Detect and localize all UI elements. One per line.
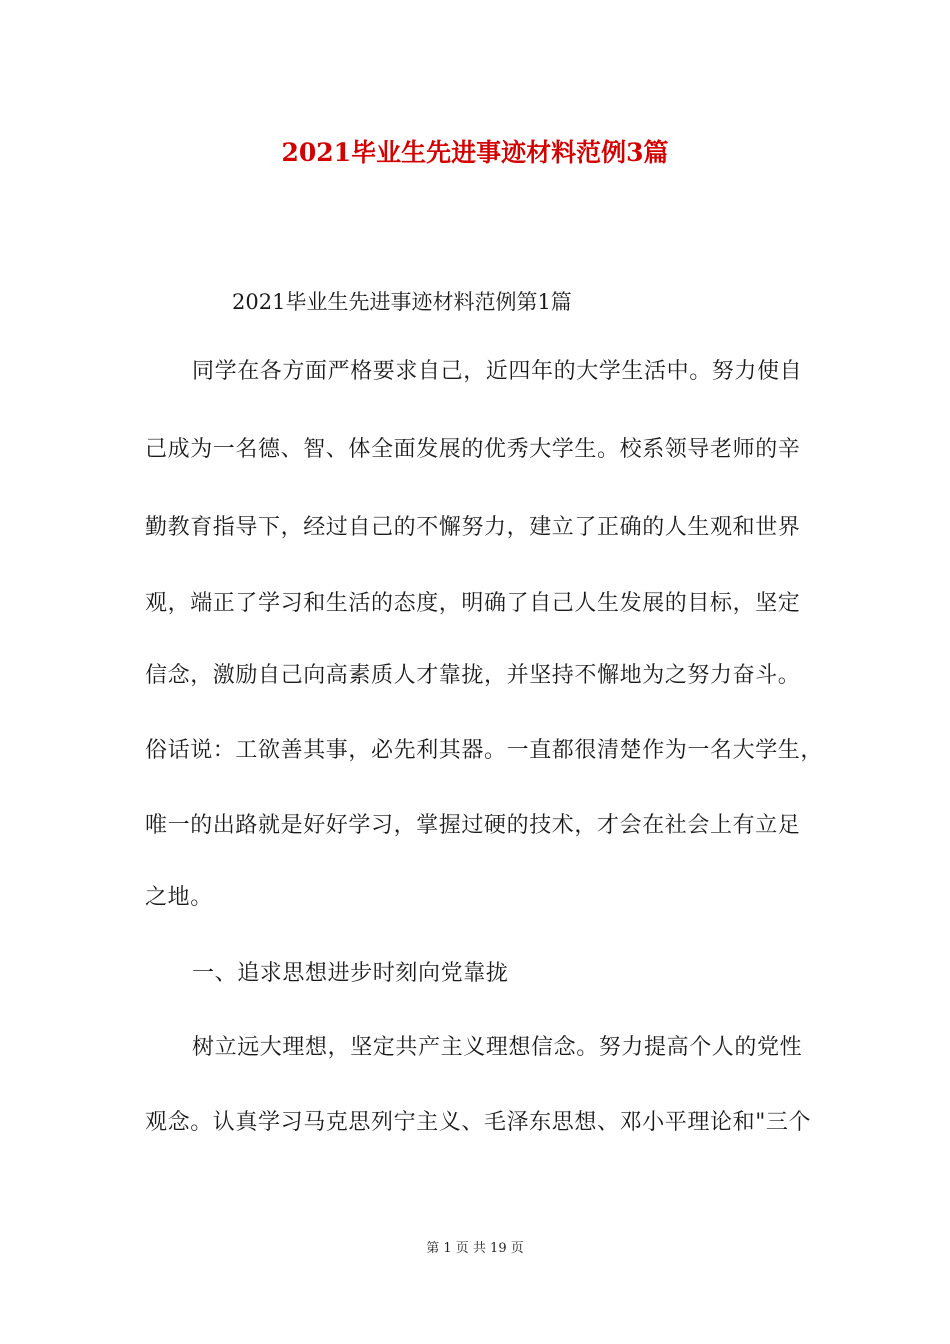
body-text-line: 信念，激励自己向高素质人才靠拢，并坚持不懈地为之努力奋斗。 bbox=[145, 663, 801, 688]
body-text-line: 同学在各方面严格要求自己，近四年的大学生活中。努力使自 bbox=[192, 359, 803, 384]
body-text-line: 观，端正了学习和生活的态度，明确了自己人生发展的目标，坚定 bbox=[145, 591, 801, 616]
body-text-line: 唯一的出路就是好好学习，掌握过硬的技术，才会在社会上有立足 bbox=[145, 813, 801, 838]
subsection-heading: 一、追求思想进步时刻向党靠拢 bbox=[192, 961, 509, 986]
section-heading: 2021毕业生先进事迹材料范例第1篇 bbox=[232, 290, 572, 314]
body-text-line: 己成为一名德、智、体全面发展的优秀大学生。校系领导老师的辛 bbox=[145, 437, 801, 462]
body-text-line: 勤教育指导下，经过自己的不懈努力，建立了正确的人生观和世界 bbox=[145, 515, 801, 540]
body-text-line: 俗话说：工欲善其事，必先利其器。一直都很清楚作为一名大学生， bbox=[145, 738, 824, 763]
body-text-line: 之地。 bbox=[145, 885, 213, 910]
body-text-line: 树立远大理想，坚定共产主义理想信念。努力提高个人的党性 bbox=[192, 1035, 803, 1060]
document-title: 2021毕业生先进事迹材料范例3篇 bbox=[281, 138, 669, 167]
page-number-footer: 第 1 页 共 19 页 bbox=[426, 1241, 524, 1256]
body-text-line: 观念。认真学习马克思列宁主义、毛泽东思想、邓小平理论和"三个 bbox=[145, 1110, 812, 1135]
